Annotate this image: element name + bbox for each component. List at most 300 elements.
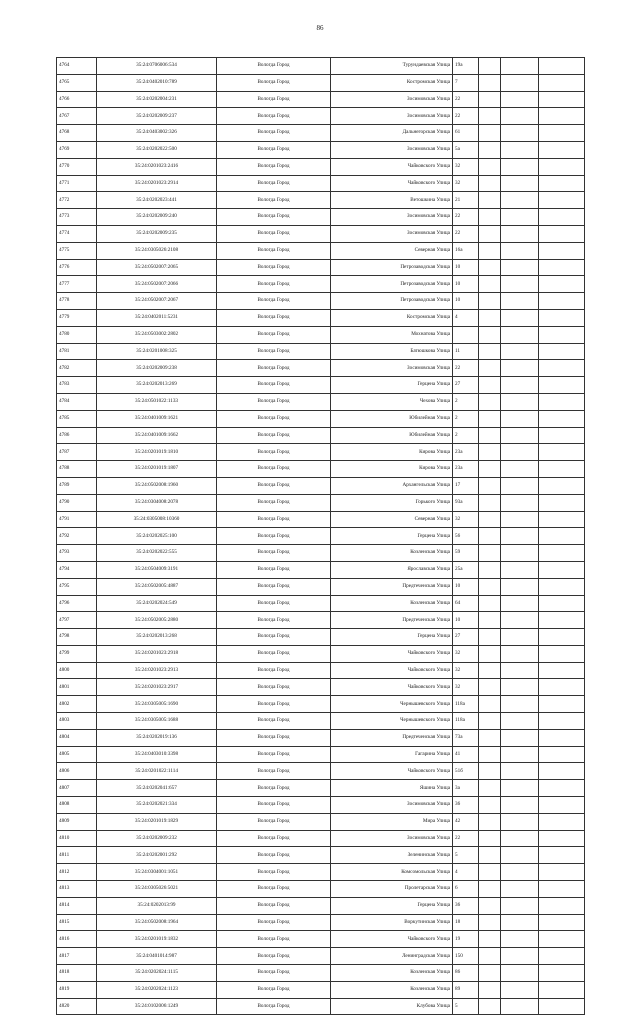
- house-number-cell: 89: [453, 981, 479, 998]
- house-number-cell: 32: [453, 158, 479, 175]
- empty-cell: [539, 981, 585, 998]
- row-number-cell: 4794: [57, 561, 97, 578]
- cadastral-number-cell: 35:24:0202004:231: [97, 91, 217, 108]
- empty-cell: [539, 830, 585, 847]
- row-number-cell: 4806: [57, 763, 97, 780]
- empty-cell: [479, 729, 501, 746]
- street-cell: Предтеченская Улица: [331, 729, 453, 746]
- city-cell: Вологда Город: [217, 477, 331, 494]
- cadastral-number-cell: 35:24:0504009:3191: [97, 561, 217, 578]
- street-cell: Чайковского Улица: [331, 679, 453, 696]
- house-number-cell: 51б: [453, 763, 479, 780]
- table-row: [57, 141, 585, 158]
- street-cell: Комсомольская Улица: [331, 864, 453, 881]
- empty-cell: [479, 881, 501, 898]
- page-number: 86: [316, 24, 324, 32]
- empty-cell: [501, 393, 539, 410]
- cadastral-number-cell: 35:24:0202013:268: [97, 629, 217, 646]
- empty-cell: [539, 612, 585, 629]
- cadastral-number-cell: 35:24:0201023:2914: [97, 175, 217, 192]
- empty-cell: [539, 729, 585, 746]
- row-number-cell: 4805: [57, 746, 97, 763]
- empty-cell: [539, 914, 585, 931]
- house-number-cell: 10: [453, 276, 479, 293]
- row-number-cell: 4783: [57, 377, 97, 394]
- table-row: [57, 209, 585, 226]
- empty-cell: [479, 578, 501, 595]
- empty-cell: [539, 259, 585, 276]
- street-cell: Герцена Улица: [331, 629, 453, 646]
- table-row: [57, 427, 585, 444]
- row-number-cell: 4796: [57, 595, 97, 612]
- empty-cell: [501, 461, 539, 478]
- street-cell: Турундаевская Улица: [331, 58, 453, 75]
- table-row: [57, 192, 585, 209]
- row-number-cell: 4766: [57, 91, 97, 108]
- cadastral-number-cell: 35:24:0403002:326: [97, 125, 217, 142]
- empty-cell: [501, 326, 539, 343]
- empty-cell: [539, 58, 585, 75]
- row-number-cell: 4800: [57, 662, 97, 679]
- street-cell: Юбилейная Улица: [331, 427, 453, 444]
- empty-cell: [539, 645, 585, 662]
- table-row: [57, 813, 585, 830]
- house-number-cell: 25a: [453, 561, 479, 578]
- empty-cell: [501, 528, 539, 545]
- row-number-cell: 4771: [57, 175, 97, 192]
- house-number-cell: 10: [453, 293, 479, 310]
- table-row: [57, 797, 585, 814]
- city-cell: Вологда Город: [217, 494, 331, 511]
- house-number-cell: 32: [453, 662, 479, 679]
- city-cell: Вологда Город: [217, 965, 331, 982]
- empty-cell: [501, 494, 539, 511]
- street-cell: Зосимовская Улица: [331, 225, 453, 242]
- cadastral-number-cell: 35:24:0305026:2108: [97, 242, 217, 259]
- empty-cell: [479, 343, 501, 360]
- table-row: [57, 881, 585, 898]
- street-cell: Мира Улица: [331, 813, 453, 830]
- table-row: [57, 965, 585, 982]
- street-cell: Чернышевского Улица: [331, 713, 453, 730]
- cadastral-number-cell: 35:24:0201019:1810: [97, 444, 217, 461]
- cadastral-number-cell: 35:24:0202025:100: [97, 528, 217, 545]
- empty-cell: [479, 477, 501, 494]
- city-cell: Вологда Город: [217, 881, 331, 898]
- empty-cell: [479, 679, 501, 696]
- street-cell: Клубова Улица: [331, 998, 453, 1015]
- table-row: [57, 125, 585, 142]
- street-cell: Зосимовская Улица: [331, 797, 453, 814]
- city-cell: Вологда Город: [217, 931, 331, 948]
- empty-cell: [501, 91, 539, 108]
- empty-cell: [539, 561, 585, 578]
- empty-cell: [479, 410, 501, 427]
- house-number-cell: 93a: [453, 494, 479, 511]
- empty-cell: [479, 360, 501, 377]
- row-number-cell: 4819: [57, 981, 97, 998]
- cadastral-number-cell: 35:24:0102006:1249: [97, 998, 217, 1015]
- street-cell: Воркутинская Улица: [331, 914, 453, 931]
- empty-cell: [501, 276, 539, 293]
- table-row: [57, 158, 585, 175]
- street-cell: Северная Улица: [331, 511, 453, 528]
- city-cell: Вологда Город: [217, 897, 331, 914]
- cadastral-number-cell: 35:24:0502008:1960: [97, 477, 217, 494]
- row-number-cell: 4788: [57, 461, 97, 478]
- table-row: [57, 276, 585, 293]
- empty-cell: [479, 645, 501, 662]
- street-cell: Чайковского Улица: [331, 645, 453, 662]
- cadastral-number-cell: 35:24:0202021:334: [97, 797, 217, 814]
- table-row: [57, 931, 585, 948]
- empty-cell: [501, 158, 539, 175]
- table-row: [57, 393, 585, 410]
- house-number-cell: 2: [453, 410, 479, 427]
- house-number-cell: 42: [453, 813, 479, 830]
- table-row: [57, 981, 585, 998]
- row-number-cell: 4795: [57, 578, 97, 595]
- row-number-cell: 4772: [57, 192, 97, 209]
- row-number-cell: 4784: [57, 393, 97, 410]
- table-row: [57, 696, 585, 713]
- empty-cell: [501, 561, 539, 578]
- row-number-cell: 4818: [57, 965, 97, 982]
- cadastral-number-cell: 35:24:0201023:2918: [97, 645, 217, 662]
- empty-cell: [539, 158, 585, 175]
- empty-cell: [479, 158, 501, 175]
- house-number-cell: 2: [453, 393, 479, 410]
- cadastral-number-cell: 35:24:0202024:549: [97, 595, 217, 612]
- row-number-cell: 4785: [57, 410, 97, 427]
- empty-cell: [539, 293, 585, 310]
- street-cell: Чернышевского Улица: [331, 696, 453, 713]
- empty-cell: [479, 763, 501, 780]
- street-cell: Зосимовская Улица: [331, 91, 453, 108]
- row-number-cell: 4792: [57, 528, 97, 545]
- house-number-cell: 32: [453, 679, 479, 696]
- street-cell: Костромская Улица: [331, 74, 453, 91]
- city-cell: Вологда Город: [217, 276, 331, 293]
- city-cell: Вологда Город: [217, 545, 331, 562]
- empty-cell: [501, 259, 539, 276]
- house-number-cell: 73a: [453, 729, 479, 746]
- house-number-cell: 3a: [453, 780, 479, 797]
- empty-cell: [501, 696, 539, 713]
- empty-cell: [479, 377, 501, 394]
- city-cell: Вологда Город: [217, 595, 331, 612]
- city-cell: Вологда Город: [217, 108, 331, 125]
- empty-cell: [479, 393, 501, 410]
- empty-cell: [501, 847, 539, 864]
- cadastral-number-cell: 35:24:0305008:10360: [97, 511, 217, 528]
- house-number-cell: 86: [453, 965, 479, 982]
- table-row: [57, 528, 585, 545]
- empty-cell: [539, 175, 585, 192]
- house-number-cell: 22: [453, 830, 479, 847]
- table-row: [57, 729, 585, 746]
- row-number-cell: 4769: [57, 141, 97, 158]
- empty-cell: [501, 108, 539, 125]
- city-cell: Вологда Город: [217, 259, 331, 276]
- table-row: [57, 746, 585, 763]
- row-number-cell: 4810: [57, 830, 97, 847]
- row-number-cell: 4793: [57, 545, 97, 562]
- house-number-cell: 2: [453, 427, 479, 444]
- street-cell: Козленская Улица: [331, 965, 453, 982]
- table-row: [57, 360, 585, 377]
- house-number-cell: 17: [453, 477, 479, 494]
- street-cell: Северная Улица: [331, 242, 453, 259]
- empty-cell: [479, 91, 501, 108]
- empty-cell: [539, 696, 585, 713]
- empty-cell: [539, 225, 585, 242]
- street-cell: Чайковского Улица: [331, 763, 453, 780]
- empty-cell: [479, 981, 501, 998]
- table-row: [57, 309, 585, 326]
- empty-cell: [501, 545, 539, 562]
- empty-cell: [479, 713, 501, 730]
- row-number-cell: 4773: [57, 209, 97, 226]
- table-row: [57, 477, 585, 494]
- row-number-cell: 4817: [57, 948, 97, 965]
- cadastral-number-cell: 35:24:0403010:3398: [97, 746, 217, 763]
- empty-cell: [501, 377, 539, 394]
- street-cell: Зосимовская Улица: [331, 108, 453, 125]
- empty-cell: [479, 108, 501, 125]
- street-cell: Костромская Улица: [331, 309, 453, 326]
- empty-cell: [539, 209, 585, 226]
- city-cell: Вологда Город: [217, 125, 331, 142]
- row-number-cell: 4767: [57, 108, 97, 125]
- empty-cell: [501, 74, 539, 91]
- row-number-cell: 4798: [57, 629, 97, 646]
- row-number-cell: 4808: [57, 797, 97, 814]
- cadastral-number-cell: 35:24:0202022:500: [97, 141, 217, 158]
- street-cell: Герцена Улица: [331, 377, 453, 394]
- city-cell: Вологда Город: [217, 377, 331, 394]
- city-cell: Вологда Город: [217, 561, 331, 578]
- house-number-cell: 19: [453, 931, 479, 948]
- table-row: [57, 326, 585, 343]
- row-number-cell: 4790: [57, 494, 97, 511]
- city-cell: Вологда Город: [217, 343, 331, 360]
- empty-cell: [479, 461, 501, 478]
- house-number-cell: 59: [453, 545, 479, 562]
- empty-cell: [501, 444, 539, 461]
- city-cell: Вологда Город: [217, 645, 331, 662]
- city-cell: Вологда Город: [217, 813, 331, 830]
- empty-cell: [539, 813, 585, 830]
- street-cell: Зеленинская Улица: [331, 847, 453, 864]
- empty-cell: [501, 645, 539, 662]
- empty-cell: [479, 192, 501, 209]
- row-number-cell: 4797: [57, 612, 97, 629]
- empty-cell: [539, 578, 585, 595]
- table-row: [57, 242, 585, 259]
- row-number-cell: 4774: [57, 225, 97, 242]
- empty-cell: [501, 125, 539, 142]
- empty-cell: [501, 713, 539, 730]
- city-cell: Вологда Город: [217, 141, 331, 158]
- table-row: [57, 948, 585, 965]
- city-cell: Вологда Город: [217, 326, 331, 343]
- row-number-cell: 4765: [57, 74, 97, 91]
- city-cell: Вологда Город: [217, 192, 331, 209]
- house-number-cell: 5: [453, 847, 479, 864]
- cadastral-number-cell: 35:24:0202022:555: [97, 545, 217, 562]
- empty-cell: [479, 511, 501, 528]
- street-cell: Ярославская Улица: [331, 561, 453, 578]
- empty-cell: [479, 847, 501, 864]
- empty-cell: [479, 897, 501, 914]
- empty-cell: [501, 763, 539, 780]
- house-number-cell: 32: [453, 175, 479, 192]
- empty-cell: [539, 948, 585, 965]
- house-number-cell: 22: [453, 108, 479, 125]
- house-number-cell: 16a: [453, 242, 479, 259]
- empty-cell: [539, 797, 585, 814]
- empty-cell: [539, 74, 585, 91]
- city-cell: Вологда Город: [217, 797, 331, 814]
- empty-cell: [539, 125, 585, 142]
- street-cell: Архангельская Улица: [331, 477, 453, 494]
- cadastral-number-cell: 35:24:0201022:1114: [97, 763, 217, 780]
- table-row: [57, 998, 585, 1015]
- empty-cell: [479, 276, 501, 293]
- empty-cell: [539, 864, 585, 881]
- house-number-cell: 22: [453, 225, 479, 242]
- row-number-cell: 4786: [57, 427, 97, 444]
- table-row: [57, 595, 585, 612]
- cadastral-number-cell: 35:24:0401014:987: [97, 948, 217, 965]
- city-cell: Вологда Город: [217, 511, 331, 528]
- city-cell: Вологда Город: [217, 729, 331, 746]
- table-row: [57, 914, 585, 931]
- table-row: [57, 612, 585, 629]
- row-number-cell: 4813: [57, 881, 97, 898]
- empty-cell: [501, 477, 539, 494]
- city-cell: Вологда Город: [217, 528, 331, 545]
- table-row: [57, 461, 585, 478]
- city-cell: Вологда Город: [217, 309, 331, 326]
- cadastral-number-cell: 35:24:0502007:2067: [97, 293, 217, 310]
- empty-cell: [501, 578, 539, 595]
- empty-cell: [501, 141, 539, 158]
- row-number-cell: 4791: [57, 511, 97, 528]
- city-cell: Вологда Город: [217, 410, 331, 427]
- street-cell: Козленская Улица: [331, 981, 453, 998]
- row-number-cell: 4780: [57, 326, 97, 343]
- empty-cell: [539, 998, 585, 1015]
- empty-cell: [539, 141, 585, 158]
- cadastral-number-cell: 35:24:0202023:441: [97, 192, 217, 209]
- street-cell: Петрозаводская Улица: [331, 276, 453, 293]
- city-cell: Вологда Город: [217, 713, 331, 730]
- table-row: [57, 763, 585, 780]
- empty-cell: [501, 225, 539, 242]
- cadastral-number-cell: 35:24:0202009:235: [97, 225, 217, 242]
- row-number-cell: 4802: [57, 696, 97, 713]
- empty-cell: [479, 998, 501, 1015]
- empty-cell: [501, 780, 539, 797]
- street-cell: Зосимовская Улица: [331, 360, 453, 377]
- row-number-cell: 4768: [57, 125, 97, 142]
- row-number-cell: 4816: [57, 931, 97, 948]
- empty-cell: [539, 91, 585, 108]
- row-number-cell: 4781: [57, 343, 97, 360]
- empty-cell: [479, 225, 501, 242]
- empty-cell: [479, 242, 501, 259]
- cadastral-number-cell: 35:24:0402011:5231: [97, 309, 217, 326]
- empty-cell: [501, 209, 539, 226]
- empty-cell: [479, 175, 501, 192]
- table-row: [57, 897, 585, 914]
- empty-cell: [539, 679, 585, 696]
- empty-cell: [539, 629, 585, 646]
- city-cell: Вологда Город: [217, 158, 331, 175]
- city-cell: Вологда Город: [217, 293, 331, 310]
- cadastral-number-cell: 35:24:0201019:1829: [97, 813, 217, 830]
- house-number-cell: 118a: [453, 713, 479, 730]
- house-number-cell: 150: [453, 948, 479, 965]
- row-number-cell: 4770: [57, 158, 97, 175]
- house-number-cell: 5a: [453, 141, 479, 158]
- empty-cell: [479, 141, 501, 158]
- street-cell: Кирова Улица: [331, 461, 453, 478]
- street-cell: Чайковского Улица: [331, 175, 453, 192]
- house-number-cell: 61: [453, 125, 479, 142]
- empty-cell: [539, 276, 585, 293]
- empty-cell: [479, 545, 501, 562]
- empty-cell: [539, 309, 585, 326]
- empty-cell: [501, 679, 539, 696]
- empty-cell: [479, 326, 501, 343]
- empty-cell: [539, 108, 585, 125]
- cadastral-number-cell: 35:24:0502005:2880: [97, 612, 217, 629]
- empty-cell: [501, 729, 539, 746]
- cadastral-number-cell: 35:24:0202019:136: [97, 729, 217, 746]
- row-number-cell: 4777: [57, 276, 97, 293]
- empty-cell: [501, 813, 539, 830]
- house-number-cell: 41: [453, 746, 479, 763]
- cadastral-number-cell: 35:24:0502007:2066: [97, 276, 217, 293]
- cadastral-number-cell: 35:24:0305005:1688: [97, 713, 217, 730]
- empty-cell: [539, 595, 585, 612]
- empty-cell: [479, 293, 501, 310]
- street-cell: Дальнегорская Улица: [331, 125, 453, 142]
- city-cell: Вологда Город: [217, 780, 331, 797]
- house-number-cell: 23a: [453, 461, 479, 478]
- city-cell: Вологда Город: [217, 998, 331, 1015]
- city-cell: Вологда Город: [217, 209, 331, 226]
- cadastral-number-cell: 35:24:0503002:2802: [97, 326, 217, 343]
- house-number-cell: 22: [453, 360, 479, 377]
- empty-cell: [501, 192, 539, 209]
- empty-cell: [501, 830, 539, 847]
- city-cell: Вологда Город: [217, 74, 331, 91]
- empty-cell: [539, 461, 585, 478]
- empty-cell: [501, 343, 539, 360]
- row-number-cell: 4811: [57, 847, 97, 864]
- street-cell: Зосимовская Улица: [331, 209, 453, 226]
- empty-cell: [501, 797, 539, 814]
- empty-cell: [479, 209, 501, 226]
- street-cell: Зосимовская Улица: [331, 830, 453, 847]
- empty-cell: [539, 511, 585, 528]
- empty-cell: [539, 477, 585, 494]
- house-number-cell: 36: [453, 797, 479, 814]
